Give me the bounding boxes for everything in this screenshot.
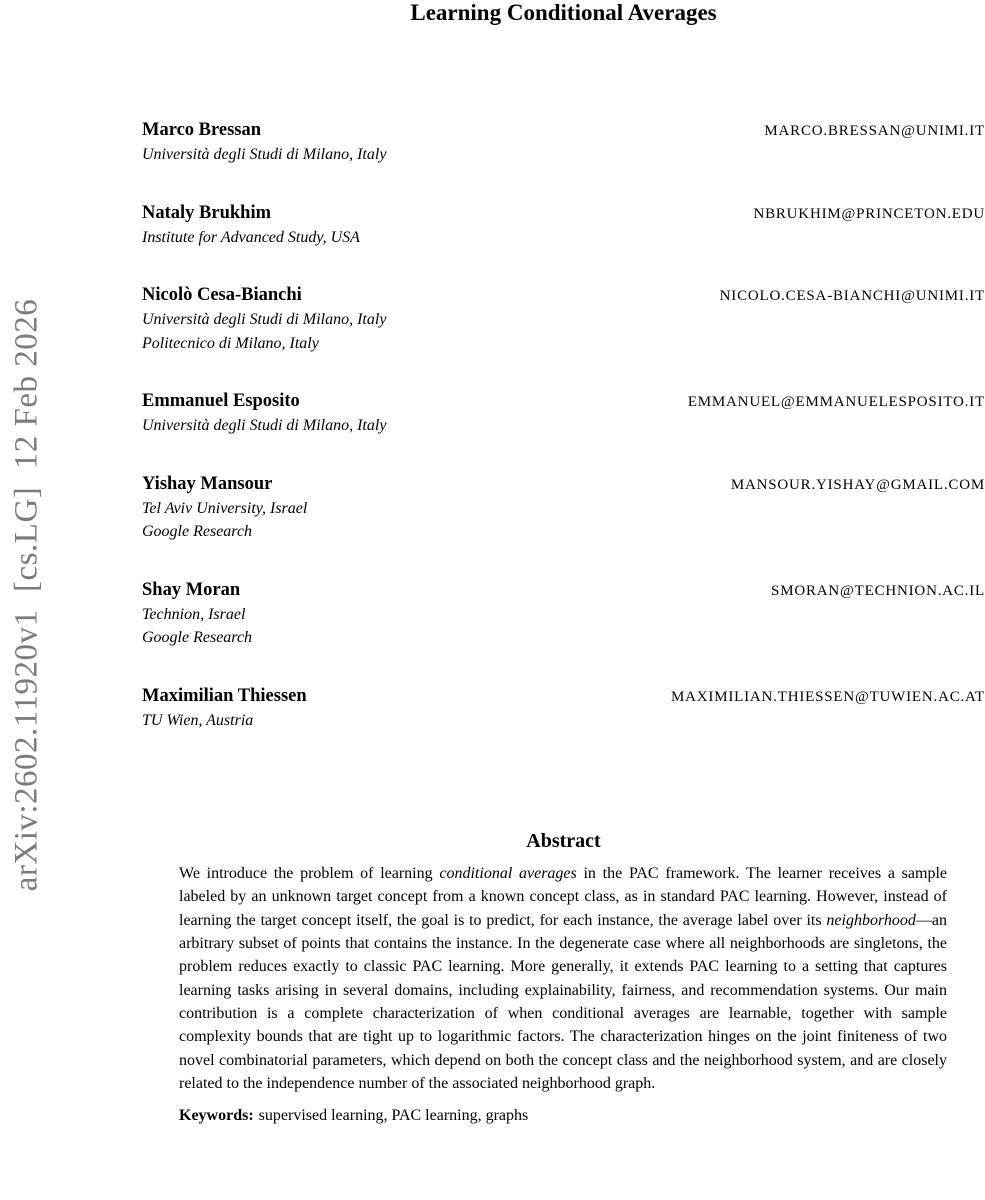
abstract-heading: Abstract <box>526 830 601 852</box>
author-block <box>142 578 985 650</box>
abstract-segment-italic: conditional averages <box>439 865 577 882</box>
author-affiliation: Google Research <box>142 629 253 646</box>
author-affiliation: Politecnico di Milano, Italy <box>142 334 319 352</box>
author-name: Yishay Mansour <box>142 473 273 494</box>
author-email: MAXIMILIAN.THIESSEN@TUWIEN.AC.AT <box>671 688 985 705</box>
author-email: MANSOUR.YISHAY@GMAIL.COM <box>730 476 985 493</box>
author-block <box>142 283 985 355</box>
keywords-line <box>179 1104 947 1128</box>
paper-content <box>142 0 985 1128</box>
author-email: NICOLO.CESA-BIANCHI@UNIMI.IT <box>719 288 985 304</box>
arxiv-watermark: arXiv:2602.11920v1 [cs.LG] 12 Feb 2026 <box>8 298 45 892</box>
author-row <box>142 578 985 603</box>
author-row <box>142 201 985 226</box>
abstract-segment: We introduce the problem of learning <box>179 865 440 882</box>
author-affiliation: Google Research <box>142 523 253 540</box>
author-affiliation: Università degli Studi di Milano, Italy <box>142 417 387 434</box>
author-affiliation: Università degli Studi di Milano, Italy <box>142 146 387 163</box>
author-row <box>142 684 985 709</box>
abstract-text <box>179 862 947 1095</box>
author-row <box>142 283 985 308</box>
author-email: MARCO.BRESSAN@UNIMI.IT <box>764 123 985 139</box>
author-name: Nataly Brukhim <box>142 202 272 223</box>
author-name: Nicolò Cesa-Bianchi <box>142 285 302 305</box>
abstract-segment-italic: neighborhood <box>826 911 916 929</box>
author-affiliation: Tel Aviv University, Israel <box>142 499 308 517</box>
author-block <box>142 201 985 250</box>
author-block <box>142 118 985 167</box>
keywords-text: supervised learning, PAC learning, graphs <box>258 1107 529 1125</box>
author-block <box>142 472 985 544</box>
author-affiliation: Università degli Studi di Milano, Italy <box>142 311 387 328</box>
author-block <box>142 389 985 438</box>
author-row <box>142 472 985 497</box>
abstract-segment: in the PAC framework. The learner receives a sample labeled by an unknown target concept from a known concept class, as in standard PAC learning. However, instead of learning the target concept itself, the goal is to predict, for each instance, the average label over its <box>179 865 948 929</box>
author-row <box>142 118 985 143</box>
author-affiliation: Technion, Israel <box>142 605 246 623</box>
author-name: Marco Bressan <box>142 120 262 140</box>
paper-title: Learning Conditional Averages <box>410 0 717 25</box>
author-name: Emmanuel Esposito <box>142 391 300 411</box>
author-affiliation: TU Wien, Austria <box>142 711 254 729</box>
author-email: SMORAN@TECHNION.AC.IL <box>771 582 985 599</box>
author-list <box>142 118 985 732</box>
author-affiliation: Institute for Advanced Study, USA <box>142 228 360 246</box>
abstract-segment: —an arbitrary subset of points that contains the instance. In the degenerate case where all neighborhoods are singletons, the problem reduces exactly to classic PAC learning. More generally, it extends PAC learning to a setting that captures learning tasks arising in several domains, including explainability, fairness, and recommendation systems. Our main contribution is a complete characterization of when conditional averages are learnable, together with sample complexity bounds that are tight up to logarithmic factors. The characterization hinges on the joint finiteness of two novel combinatorial parameters, which depend on both the concept class and the neighborhood system, and are closely related to the independence number of the associated neighborhood graph. <box>179 911 947 1093</box>
author-email: EMMANUEL@EMMANUELESPOSITO.IT <box>687 394 985 410</box>
author-email: NBRUKHIM@PRINCETON.EDU <box>753 205 985 222</box>
author-name: Shay Moran <box>142 579 241 600</box>
author-name: Maximilian Thiessen <box>142 685 307 706</box>
author-row <box>142 389 985 414</box>
keywords-label: Keywords: <box>179 1107 254 1125</box>
author-block <box>142 684 985 733</box>
